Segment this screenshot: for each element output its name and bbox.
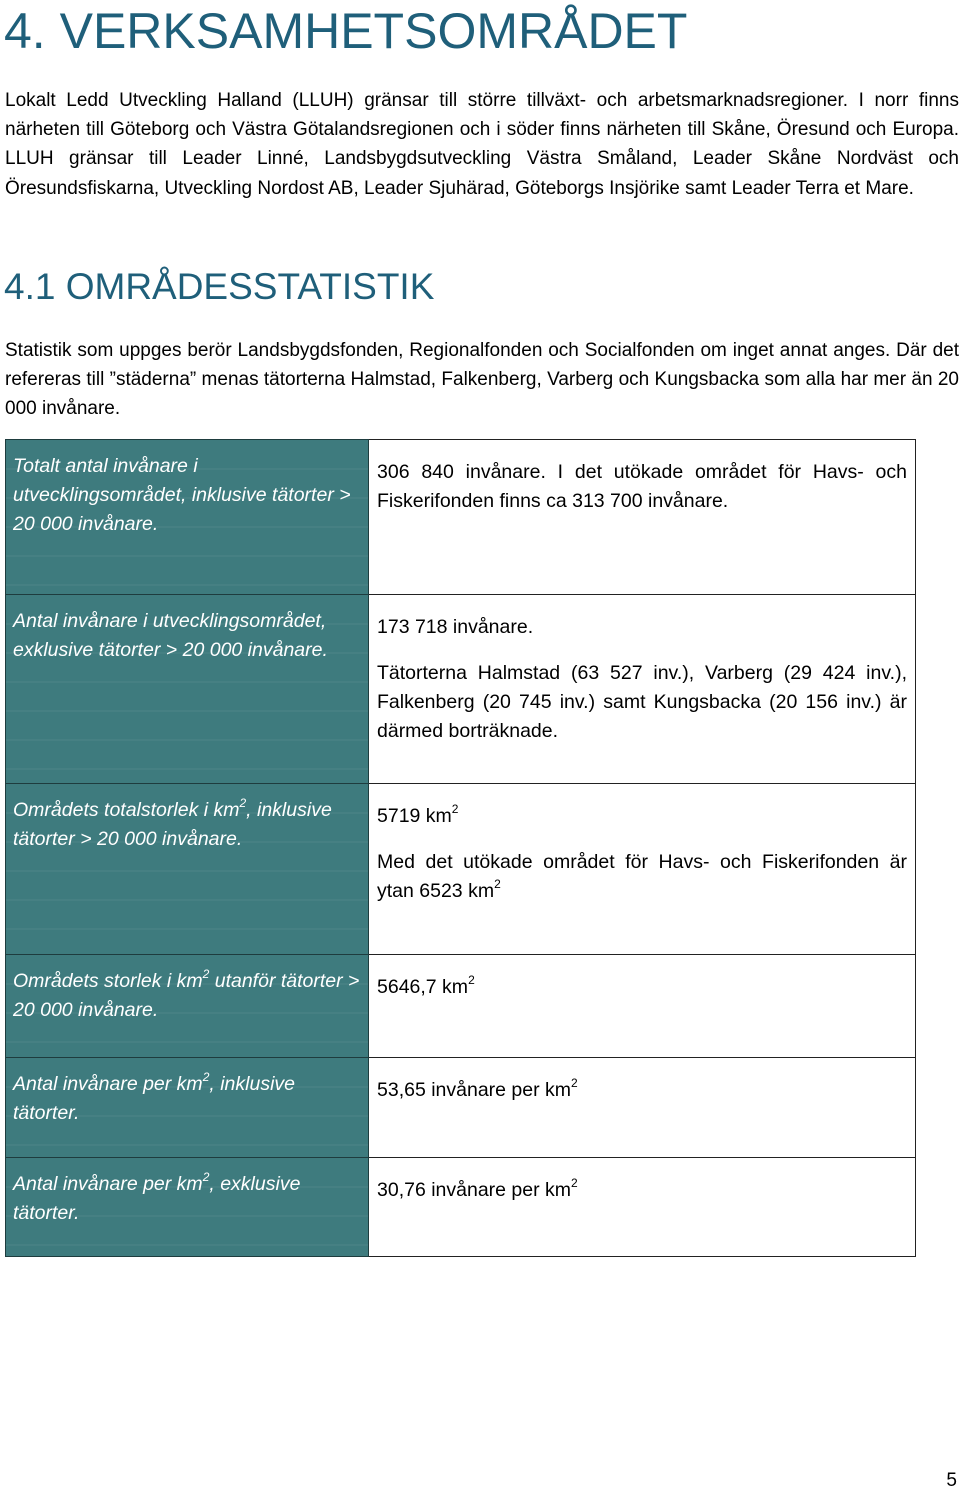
row-label: Totalt antal invånare i utvecklingsområdet, inklusive tätorter > 20 000 invånare. xyxy=(6,440,369,595)
label-text: , inklusive tätorter. xyxy=(13,1073,295,1124)
row-label xyxy=(6,784,369,955)
table-row xyxy=(6,784,916,955)
superscript: 2 xyxy=(202,966,210,981)
row-label xyxy=(6,1158,369,1257)
row-value xyxy=(369,1158,916,1257)
label-text: Områdets storlek i km xyxy=(13,970,203,992)
row-label xyxy=(6,955,369,1058)
value-text xyxy=(377,802,907,831)
statistics-intro-paragraph: Statistik som uppges berör Landsbygdsfonden, Regionalfonden och Socialfonden om inget annat anges. Där det refereras till ”städerna” menas tätorterna Halmstad, Falkenberg, Varberg och Kungsbacka som alla har mer än 20 000 invånare. xyxy=(5,340,959,420)
value-text: 173 718 invånare. xyxy=(377,616,534,638)
superscript: 2 xyxy=(571,1075,578,1090)
section-heading: 4.1 OMRÅDESSTATISTIK xyxy=(4,266,435,307)
superscript: 2 xyxy=(239,795,247,810)
value-number: 5646,7 km xyxy=(377,976,469,998)
superscript: 2 xyxy=(468,972,475,987)
table-row xyxy=(6,440,916,595)
table-row xyxy=(6,1158,916,1257)
label-text: , exklusive tätorter. xyxy=(13,1173,301,1224)
superscript: 2 xyxy=(202,1069,210,1084)
value-number: 53,65 invånare per km xyxy=(377,1079,572,1101)
page-number: 5 xyxy=(946,1470,957,1491)
row-value xyxy=(369,784,916,955)
superscript: 2 xyxy=(494,876,501,891)
value-note-text: Med det utökade området för Havs- och Fiskerifonden är ytan 6523 km xyxy=(377,851,907,902)
label-text: utanför tätorter > 20 000 invånare. xyxy=(13,970,360,1021)
superscript: 2 xyxy=(451,801,459,816)
row-label: Antal invånare i utvecklingsområdet, exklusive tätorter > 20 000 invånare. xyxy=(6,595,369,784)
label-text: Områdets totalstorlek i km xyxy=(13,799,240,821)
row-label xyxy=(6,1058,369,1158)
row-value xyxy=(369,955,916,1058)
intro-paragraph: Lokalt Ledd Utveckling Halland (LLUH) gränsar till större tillväxt- och arbetsmarknadsregioner. I norr finns närheten till Göteborg och Västra Götalandsregionen och i söder finns närheten till Skåne, Öresund och Europa. LLUH gränsar till Leader Linné, Landsbygdsutveckling Västra Småland, Leader Skåne Nordväst och Öresundsfiskarna, Utveckling Nordost AB, Leader Sjuhärad, Göteborgs Insjörike samt Leader Terra et Mare. xyxy=(5,90,959,199)
value-note xyxy=(377,848,907,906)
label-text: , inklusive tätorter > 20 000 invånare. xyxy=(13,799,332,850)
label-text: Antal invånare per km xyxy=(13,1073,203,1095)
row-value xyxy=(369,595,916,784)
table-row xyxy=(6,1058,916,1158)
area-statistics-table xyxy=(5,439,916,1257)
chapter-heading: 4. VERKSAMHETSOMRÅDET xyxy=(4,3,688,59)
table-row xyxy=(6,955,916,1058)
value-text xyxy=(377,1076,907,1105)
table-row xyxy=(6,595,916,784)
superscript: 2 xyxy=(571,1175,578,1190)
value-text xyxy=(377,973,907,1002)
value-number: 5719 km xyxy=(377,805,452,827)
row-value xyxy=(369,1058,916,1158)
superscript: 2 xyxy=(202,1169,210,1184)
row-value xyxy=(369,440,916,595)
value-note: Tätorterna Halmstad (63 527 inv.), Varberg (29 424 inv.), Falkenberg (20 745 inv.) samt Kungsbacka (20 156 inv.) är därmed borträknade. xyxy=(377,662,907,742)
label-text: Antal invånare per km xyxy=(13,1173,203,1195)
value-text: 306 840 invånare. I det utökade området för Havs- och Fiskerifonden finns ca 313 700 invånare. xyxy=(377,461,907,512)
value-number: 30,76 invånare per km xyxy=(377,1179,572,1201)
value-text xyxy=(377,1176,907,1205)
